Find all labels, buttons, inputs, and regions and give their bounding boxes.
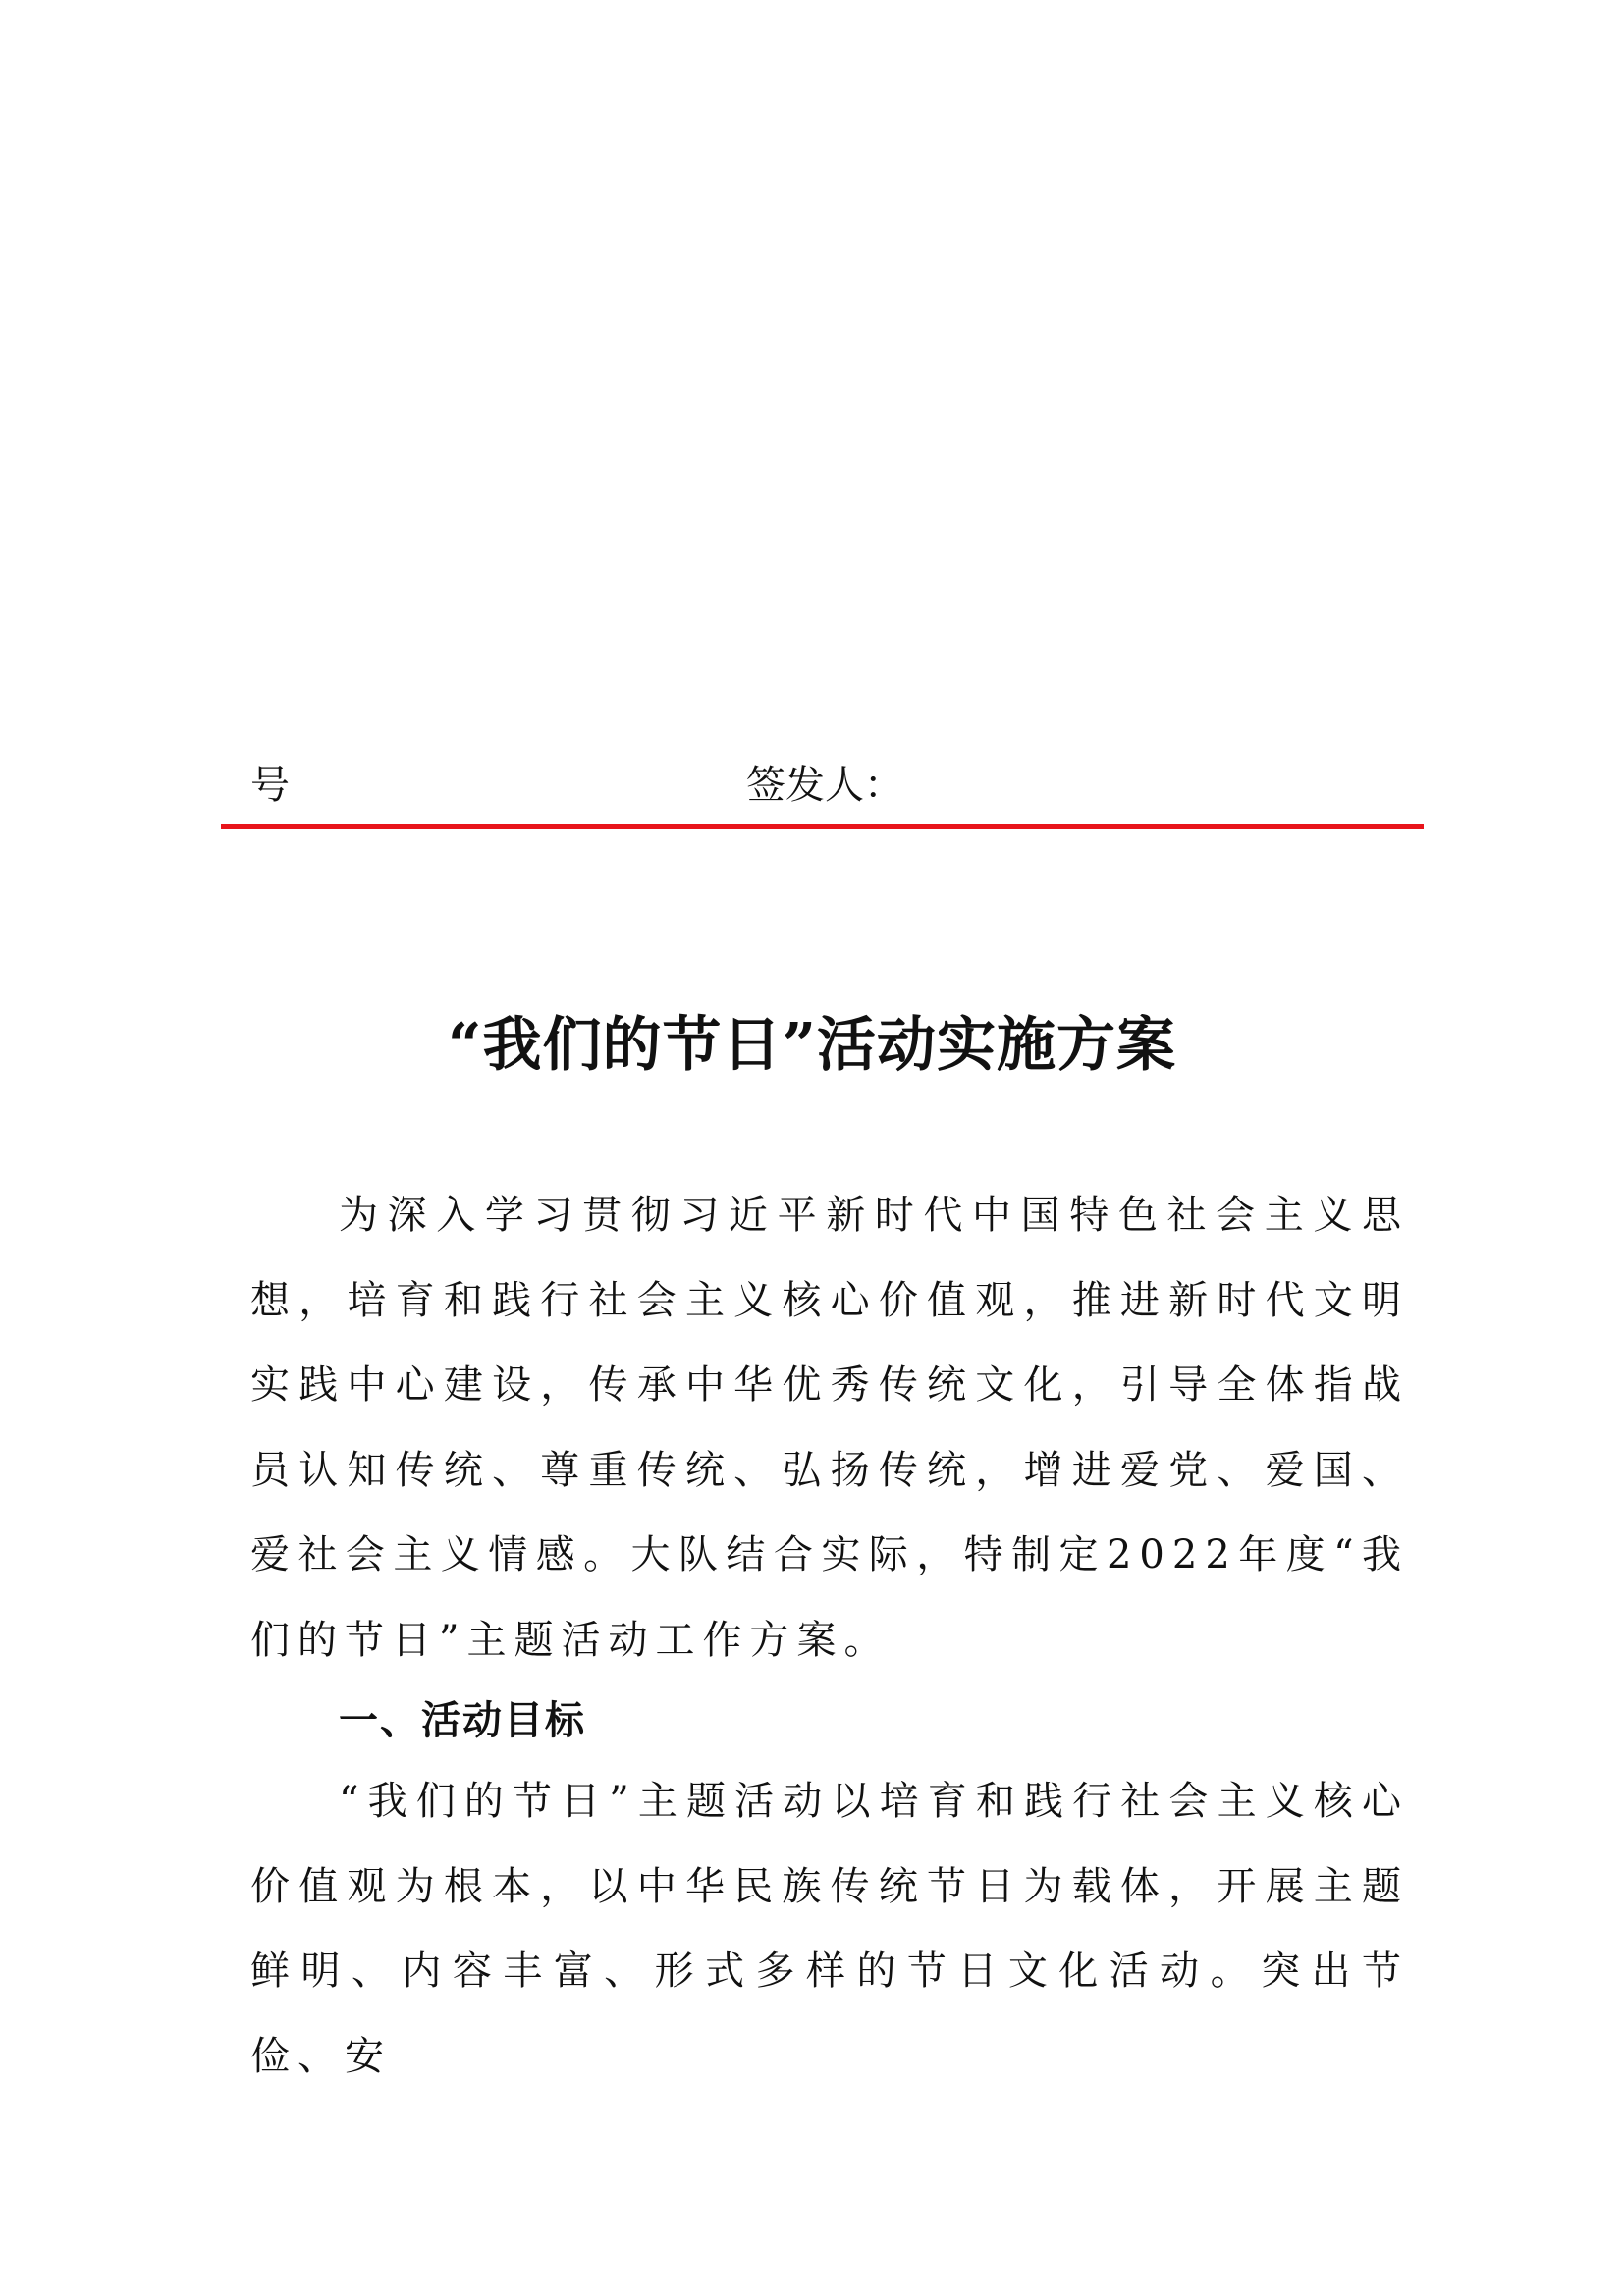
document-title: “我们的节日”活动实施方案 xyxy=(447,1011,1177,1080)
red-divider-rule xyxy=(221,824,1424,829)
section-heading: 一、活动目标 xyxy=(339,1698,586,1743)
intro-paragraph: 为深入学习贯彻习近平新时代中国特色社会主义思想，培育和践行社会主义核心价值观，推进新时代文明实践中心建设，传承中华优秀传统文化，引导全体指战员认知传统、尊重传统、弘扬传统，增进爱党、爱国、爱社会主义情感。大队结合实际，特制定2022年度“我们的节日”主题活动工作方案。 xyxy=(250,1193,1409,1663)
doc-number-label: 号 xyxy=(250,763,290,808)
section-paragraph: “我们的节日”主题活动以培育和践行社会主义核心价值观为根本，以中华民族传统节日为载体，开展主题鲜明、内容丰富、形式多样的节日文化活动。突出节俭、安 xyxy=(250,1779,1409,2079)
signer-label: 签发人： xyxy=(746,763,903,808)
document-header xyxy=(250,756,1409,815)
document-body xyxy=(250,1173,1409,2099)
